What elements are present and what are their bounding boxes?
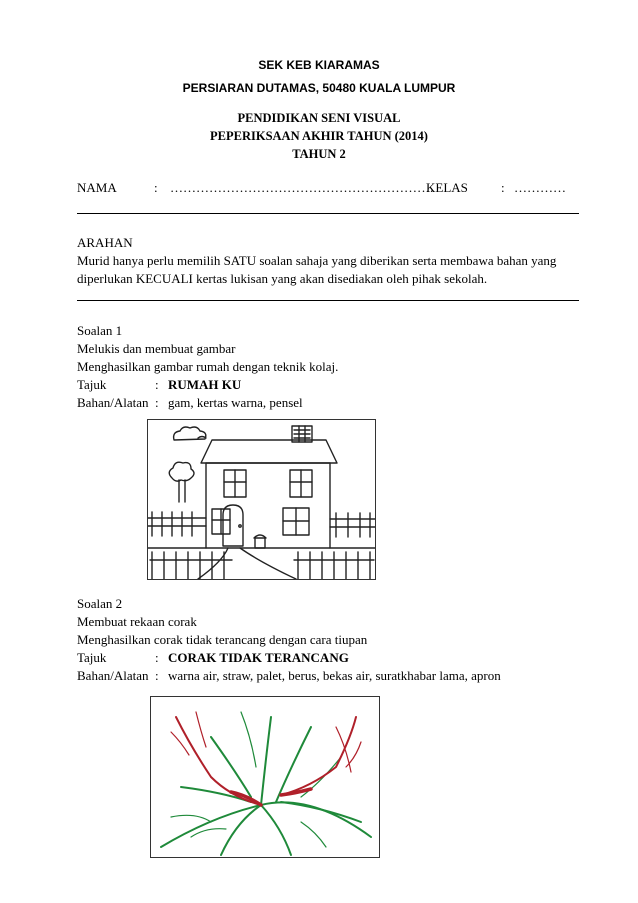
instructions-line-1: Murid hanya perlu memilih SATU soalan sahaja yang diberikan serta membawa bahan yang — [77, 253, 557, 268]
q2-materials-colon: : — [155, 668, 159, 683]
q1-title-label: Tajuk — [77, 377, 107, 392]
q1-description: Menghasilkan gambar rumah dengan teknik kolaj. — [77, 359, 339, 374]
subject-title: PENDIDIKAN SENI VISUAL — [237, 111, 401, 125]
year-title: TAHUN 2 — [292, 147, 346, 161]
q1-number: Soalan 1 — [77, 323, 123, 338]
q2-title-value: CORAK TIDAK TERANCANG — [168, 650, 349, 665]
school-name: SEK KEB KIARAMAS — [258, 58, 380, 72]
class-colon: : — [501, 180, 505, 195]
house-drawing — [147, 419, 376, 580]
q1-materials-colon: : — [155, 395, 159, 410]
q2-description: Menghasilkan corak tidak terancang dengan cara tiupan — [77, 632, 368, 647]
blown-paint-pattern — [150, 696, 380, 858]
divider-1 — [77, 213, 579, 214]
q1-materials-value: gam, kertas warna, pensel — [168, 395, 303, 410]
name-colon: : — [154, 180, 158, 195]
blown-paint-image — [151, 697, 379, 857]
class-label: KELAS — [426, 180, 468, 195]
q1-category: Melukis dan membuat gambar — [77, 341, 236, 356]
q2-number: Soalan 2 — [77, 596, 123, 611]
q2-materials-label: Bahan/Alatan — [77, 668, 149, 683]
name-field[interactable]: ……………………………………………………. — [170, 180, 434, 195]
name-label: NAMA — [77, 180, 117, 195]
school-address: PERSIARAN DUTAMAS, 50480 KUALA LUMPUR — [182, 81, 456, 95]
q2-category: Membuat rekaan corak — [77, 614, 197, 629]
instructions-line-2: diperlukan KECUALI kertas lukisan yang akan disediakan oleh pihak sekolah. — [77, 271, 488, 286]
q1-title-colon: : — [155, 377, 159, 392]
q2-materials-value: warna air, straw, palet, berus, bekas air, suratkhabar lama, apron — [168, 668, 501, 683]
q1-materials-label: Bahan/Alatan — [77, 395, 149, 410]
divider-2 — [77, 300, 579, 301]
class-field[interactable]: ………… — [514, 180, 566, 195]
exam-title: PEPERIKSAAN AKHIR TAHUN (2014) — [210, 129, 428, 143]
instructions-title: ARAHAN — [77, 235, 133, 250]
q2-title-colon: : — [155, 650, 159, 665]
q1-title-value: RUMAH KU — [168, 377, 242, 392]
q2-title-label: Tajuk — [77, 650, 107, 665]
house-sketch-image — [148, 420, 375, 579]
